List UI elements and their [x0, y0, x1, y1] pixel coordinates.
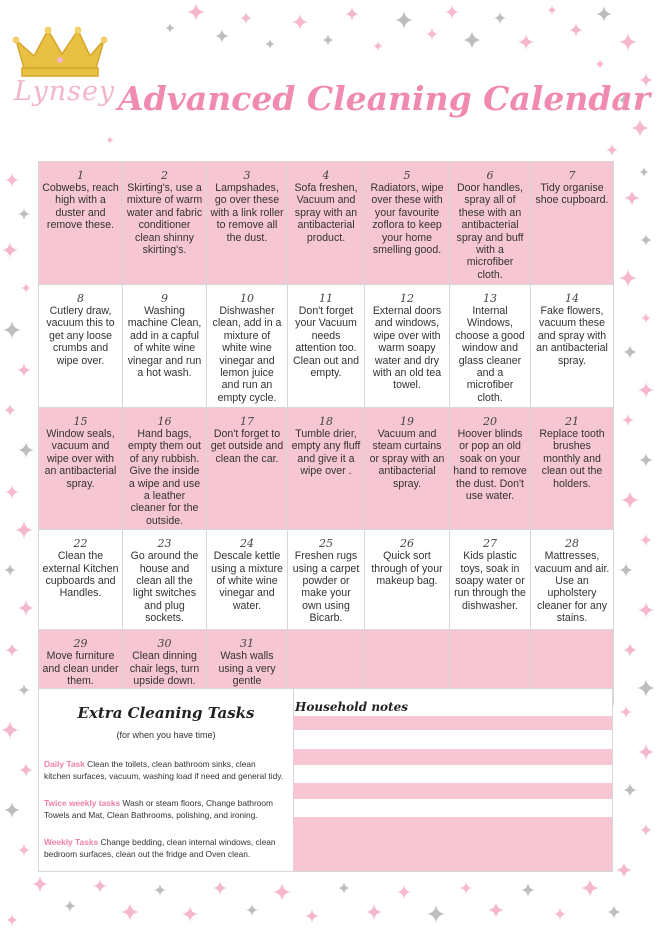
sparkle-star-icon	[292, 14, 308, 30]
task-label: Daily Task	[44, 759, 85, 769]
sparkle-star-icon	[623, 783, 637, 797]
bottom-panel	[38, 688, 613, 872]
day-task: Kids plastic toys, soak in soapy water or run through the dishwasher.	[454, 550, 526, 612]
day-number: 10	[240, 292, 254, 305]
calendar-day-cell	[207, 285, 288, 408]
day-number: 17	[240, 415, 254, 428]
sparkle-star-icon	[595, 59, 605, 69]
day-task: Tumble drier, empty any fluff and give it a wipe over .	[291, 428, 361, 478]
day-task: Go around the house and clean all the light switches and plug sockets.	[130, 550, 199, 625]
sparkle-star-icon	[621, 491, 639, 509]
crown-logo-icon	[10, 26, 108, 78]
sparkle-star-icon	[427, 905, 445, 923]
day-number: 30	[157, 637, 172, 651]
sparkle-star-icon	[240, 12, 252, 24]
task-text: Change bedding, clean internal windows, clean bedroom surfaces, clean out the fridge and Oven clean.	[44, 837, 276, 859]
sparkle-star-icon	[265, 39, 275, 49]
sparkle-star-icon	[305, 909, 319, 923]
cleaning-calendar	[38, 161, 614, 705]
page-title: Advanced Cleaning Calendar	[118, 79, 651, 118]
calendar-day-cell	[531, 530, 614, 630]
sparkle-star-icon	[619, 563, 633, 577]
sparkle-star-icon	[640, 824, 652, 836]
day-number: 6	[486, 169, 494, 182]
day-task: Descale kettle using a mixture of white wine vinegar and water.	[211, 550, 283, 612]
sparkle-star-icon	[246, 904, 258, 916]
sparkle-star-icon	[6, 914, 18, 926]
note-line	[293, 817, 612, 871]
calendar-day-cell	[123, 408, 207, 530]
day-number: 19	[400, 415, 414, 428]
day-number: 2	[161, 169, 168, 182]
day-number: 20	[483, 415, 497, 428]
day-number: 23	[157, 537, 172, 551]
day-task: Dishwasher clean, add in a mixture of white wine vinegar and lemon juice and run an empty cycle.	[212, 305, 282, 404]
twice-weekly-task	[44, 798, 284, 822]
sparkle-star-icon	[639, 453, 653, 467]
task-label: Twice weekly tasks	[44, 798, 121, 808]
day-number: 5	[403, 169, 411, 182]
calendar-day-cell	[450, 162, 531, 285]
sparkle-star-icon	[596, 6, 612, 22]
calendar-day-cell	[288, 408, 365, 530]
day-task: Quick sort through of your makeup bag.	[371, 550, 443, 588]
calendar-day-cell	[39, 285, 123, 408]
sparkle-star-icon	[5, 485, 19, 499]
sparkle-star-icon	[121, 903, 139, 921]
day-task: Don't forget your Vacuum needs attention too. Clean out and empty.	[293, 305, 359, 380]
day-number: 31	[240, 637, 254, 651]
calendar-day-cell	[288, 162, 365, 285]
sparkle-star-icon	[397, 885, 411, 899]
sparkle-star-icon	[273, 883, 291, 901]
sparkle-star-icon	[494, 12, 506, 24]
sparkle-star-icon	[18, 442, 34, 458]
sparkle-star-icon	[215, 29, 229, 43]
sparkle-star-icon	[338, 882, 350, 894]
day-task: Window seals, vacuum and wipe over with an antibacterial spray.	[44, 428, 117, 490]
day-number: 14	[565, 292, 579, 305]
calendar-day-cell	[531, 162, 614, 285]
daily-task	[44, 759, 284, 783]
sparkle-star-icon	[187, 3, 205, 21]
sparkle-star-icon	[18, 600, 34, 616]
sparkle-star-icon	[445, 5, 459, 19]
sparkle-star-icon	[322, 34, 334, 46]
sparkle-star-icon	[395, 11, 413, 29]
day-task: Vacuum and steam curtains or spray with an antibacterial spray.	[369, 428, 445, 490]
day-number: 8	[77, 292, 84, 305]
sparkle-star-icon	[366, 904, 382, 920]
sparkle-star-icon	[616, 862, 632, 878]
day-number: 3	[243, 169, 251, 182]
calendar-day-cell	[450, 530, 531, 630]
day-task: Hoover blinds or pop an old soak on your hand to remove the dust. Don't use water.	[453, 428, 527, 503]
sparkle-star-icon	[32, 876, 48, 892]
day-task: Internal Windows, choose a good window and glass cleaner and a microfiber cloth.	[455, 305, 525, 404]
calendar-day-cell	[365, 162, 450, 285]
sparkle-star-icon	[3, 321, 21, 339]
day-task: Washing machine Clean, add in a capful of white wine vinegar and run a hot wash.	[127, 305, 202, 380]
sparkle-star-icon	[569, 23, 583, 37]
extra-tasks-subtitle: (for when you have time)	[116, 730, 216, 740]
sparkle-star-icon	[345, 7, 359, 21]
calendar-day-cell	[365, 408, 450, 530]
sparkle-star-icon	[623, 345, 637, 359]
sparkle-star-icon	[21, 283, 31, 293]
sparkle-star-icon	[637, 679, 655, 697]
calendar-day-cell	[207, 408, 288, 530]
sparkle-star-icon	[4, 404, 16, 416]
sparkle-star-icon	[623, 643, 637, 657]
sparkle-star-icon	[5, 173, 19, 187]
extra-tasks-title: Extra Cleaning Tasks	[77, 704, 255, 722]
calendar-week-row	[39, 408, 614, 530]
sparkle-star-icon	[640, 234, 652, 246]
sparkle-star-icon	[4, 802, 20, 818]
note-line	[293, 749, 612, 765]
day-task: Wash walls using a very gentle	[218, 650, 276, 688]
day-number: 9	[161, 292, 168, 305]
sparkle-star-icon	[1, 721, 19, 739]
calendar-day-cell	[207, 530, 288, 630]
sparkle-star-icon	[640, 534, 652, 546]
sparkle-star-icon	[518, 34, 534, 50]
sparkle-star-icon	[620, 706, 632, 718]
day-task: Move furniture and clean under them.	[42, 650, 119, 688]
sparkle-star-icon	[426, 28, 438, 40]
calendar-week-row	[39, 530, 614, 630]
task-label: Weekly Tasks	[44, 837, 99, 847]
sparkle-star-icon	[460, 882, 472, 894]
day-number: 4	[322, 169, 330, 182]
day-number: 22	[73, 537, 88, 551]
calendar-day-cell	[39, 408, 123, 530]
day-task: Fake flowers, vacuum these and spray with an antibacterial spray.	[536, 305, 608, 367]
day-number: 15	[73, 415, 88, 428]
calendar-week-row	[39, 162, 614, 285]
sparkle-star-icon	[64, 900, 76, 912]
sparkle-star-icon	[373, 41, 383, 51]
day-task: Don't forget to get outside and clean the car.	[210, 428, 284, 465]
calendar-day-cell	[123, 285, 207, 408]
day-task: Clean dinning chair legs, turn upside down.	[129, 650, 200, 688]
calendar-day-cell	[288, 530, 365, 630]
sparkle-star-icon	[547, 5, 557, 15]
sparkle-star-icon	[18, 208, 30, 220]
day-number: 21	[565, 415, 579, 428]
sparkle-star-icon	[638, 602, 654, 618]
sparkle-star-icon	[2, 242, 18, 258]
sparkle-star-icon	[19, 763, 33, 777]
sparkle-star-icon	[488, 902, 504, 918]
sparkle-star-icon	[521, 883, 535, 897]
sparkle-star-icon	[638, 744, 654, 760]
sparkle-star-icon	[15, 521, 33, 539]
calendar-day-cell	[123, 530, 207, 630]
sparkle-star-icon	[641, 313, 651, 323]
day-number: 27	[483, 537, 497, 551]
sparkle-star-icon	[18, 844, 30, 856]
day-task: Hand bags, empty them out of any rubbish. Give the inside a wipe and use a leather cleaner for the outside.	[127, 428, 201, 527]
day-number: 1	[77, 169, 84, 182]
day-number: 16	[157, 415, 172, 428]
household-notes-title: Household notes	[295, 700, 408, 714]
sparkle-star-icon	[165, 23, 175, 33]
sparkle-star-icon	[607, 905, 621, 919]
task-text: Clean the toilets, clean bathroom sinks, clean kitchen surfaces, vacuum, washing load if need and general tidy.	[44, 759, 284, 781]
note-line	[293, 716, 612, 730]
calendar-day-cell	[450, 285, 531, 408]
day-number: 11	[319, 292, 333, 305]
day-task: Replace tooth brushes monthly and clean out the holders.	[539, 428, 605, 490]
day-number: 25	[319, 537, 333, 551]
brand-logo-text: Lynsey	[14, 76, 116, 107]
sparkle-star-icon	[213, 881, 227, 895]
sparkle-star-icon	[639, 167, 649, 177]
note-line	[293, 783, 612, 799]
calendar-day-cell	[123, 162, 207, 285]
weekly-task	[44, 837, 284, 861]
day-task: Door handles, spray all of these with an antibacterial spray and buff with a microfiber cloth.	[456, 182, 524, 281]
day-number: 18	[319, 415, 333, 428]
extra-tasks-panel	[39, 689, 294, 871]
sparkle-star-icon	[624, 190, 640, 206]
calendar-day-cell	[207, 162, 288, 285]
day-task: Radiators, wipe over these with your favourite zoflora to keep your home smelling good.	[370, 182, 444, 257]
task-text: Wash or steam floors, Change bathroom Towels and Mat, Clean Bathrooms, polishing, and ironing.	[44, 798, 274, 820]
sparkle-star-icon	[619, 33, 637, 51]
day-task: Mattresses, vacuum and air. Use an upholstery cleaner for any stains.	[534, 550, 610, 625]
sparkle-star-icon	[581, 879, 599, 897]
sparkle-star-icon	[554, 908, 566, 920]
day-number: 7	[568, 169, 576, 182]
day-task: External doors and windows, wipe over with warm soapy water and dry with an old tea towel.	[372, 305, 442, 392]
sparkle-star-icon	[622, 414, 634, 426]
sparkle-star-icon	[619, 269, 637, 287]
sparkle-star-icon	[638, 382, 654, 398]
day-task: Lampshades, go over these with a link roller to remove all the dust.	[210, 182, 284, 244]
sparkle-star-icon	[93, 879, 107, 893]
day-number: 24	[240, 537, 254, 551]
day-number: 12	[400, 292, 414, 305]
day-number: 26	[400, 537, 414, 551]
day-task: Tidy organise shoe cupboard.	[535, 182, 609, 207]
calendar-day-cell	[450, 408, 531, 530]
day-number: 29	[73, 637, 88, 651]
sparkle-star-icon	[631, 119, 649, 137]
sparkle-star-icon	[18, 684, 30, 696]
calendar-day-cell	[531, 285, 614, 408]
day-number: 28	[565, 537, 579, 551]
calendar-day-cell	[531, 408, 614, 530]
day-task: Cutlery draw, vacuum this to get any loose crumbs and wipe over.	[46, 305, 115, 367]
day-task: Sofa freshen, Vacuum and spray with an antibacterial product.	[294, 182, 358, 244]
calendar-day-cell	[365, 285, 450, 408]
sparkle-star-icon	[4, 564, 16, 576]
day-task: Clean the external Kitchen cupboards and Handles.	[42, 550, 119, 600]
day-task: Freshen rugs using a carpet powder or make your own using Bicarb.	[292, 550, 360, 625]
sparkle-star-icon	[17, 363, 31, 377]
day-task: Cobwebs, reach high with a duster and remove these.	[42, 182, 119, 232]
sparkle-star-icon	[606, 144, 618, 156]
sparkle-star-icon	[106, 136, 114, 144]
calendar-day-cell	[39, 162, 123, 285]
day-task: Skirting's, use a mixture of warm water and fabric conditioner clean shinny skirting's.	[126, 182, 203, 257]
calendar-day-cell	[365, 530, 450, 630]
calendar-week-row	[39, 285, 614, 408]
sparkle-star-icon	[182, 906, 198, 922]
sparkle-star-icon	[463, 31, 481, 49]
sparkle-star-icon	[5, 643, 19, 657]
calendar-day-cell	[39, 530, 123, 630]
day-number: 13	[483, 292, 497, 305]
sparkle-star-icon	[154, 884, 166, 896]
calendar-day-cell	[288, 285, 365, 408]
